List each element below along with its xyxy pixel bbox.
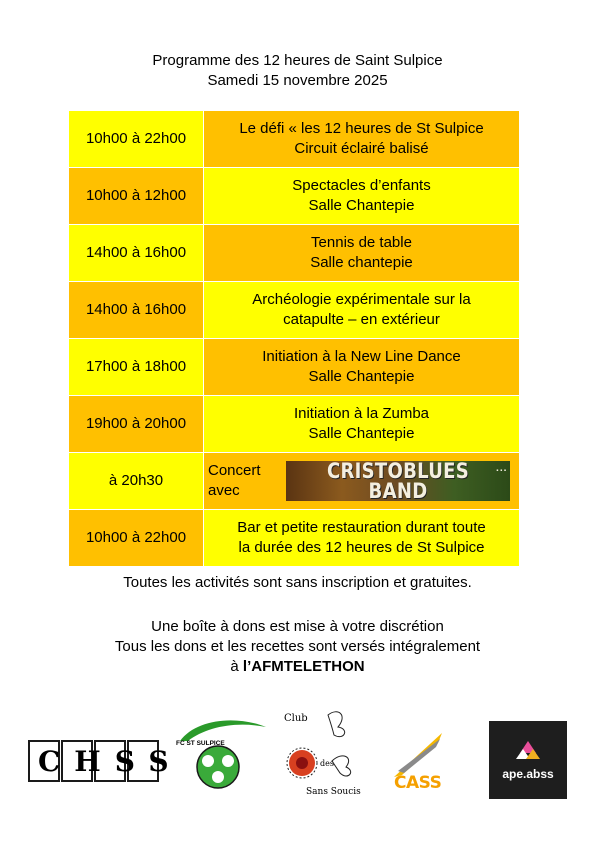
club-line1: Club xyxy=(284,713,308,724)
activity-cell xyxy=(204,453,520,510)
activity-cell xyxy=(204,225,520,282)
concert-label: Concert xyxy=(208,462,261,479)
time-cell: 14h00 à 16h00 xyxy=(69,225,204,282)
time-cell: à 20h30 xyxy=(69,453,204,510)
activity-cell xyxy=(204,111,520,168)
activity-title: Archéologie expérimentale sur la xyxy=(252,291,471,308)
table-row xyxy=(69,168,520,225)
ape-mountain-icon xyxy=(489,721,567,799)
activity-title: Initiation à la Zumba xyxy=(293,405,430,422)
program-table xyxy=(68,110,520,567)
activity-title: Le défi « les 12 heures de St Sulpice xyxy=(239,120,484,137)
soccer-ball-icon xyxy=(176,717,268,789)
band-name: CRISTOBLUES BAND xyxy=(326,461,470,501)
table-row xyxy=(69,111,520,168)
free-notice: Toutes les activités sont sans inscription et gratuites. xyxy=(123,574,472,591)
time-cell: 17h00 à 18h00 xyxy=(69,339,204,396)
time-cell: 10h00 à 12h00 xyxy=(69,168,204,225)
beneficiary-prefix: à xyxy=(230,658,243,675)
time-cell: 10h00 à 22h00 xyxy=(69,111,204,168)
donation-box-notice: Une boîte à dons est mise à votre discrétion xyxy=(151,618,444,635)
page-title: Programme des 12 heures de Saint Sulpice xyxy=(152,52,443,69)
activity-location: Salle Chantepie xyxy=(308,425,415,442)
cass-text: CASS xyxy=(394,773,442,793)
band-tag-decoration: ▪ ▪ ▪ xyxy=(496,468,506,474)
time-cell: 14h00 à 16h00 xyxy=(69,282,204,339)
chss-text: CHSS xyxy=(38,744,183,778)
activity-location: catapulte – en extérieur xyxy=(283,311,440,328)
ape-abss-logo xyxy=(489,721,567,799)
concert-cell xyxy=(208,453,515,509)
table-row xyxy=(69,339,520,396)
table-row xyxy=(69,510,520,567)
activity-cell xyxy=(204,339,520,396)
activity-cell xyxy=(204,168,520,225)
beneficiary-line xyxy=(0,657,595,677)
activity-cell xyxy=(204,396,520,453)
time-cell: 19h00 à 20h00 xyxy=(69,396,204,453)
activity-cell xyxy=(204,282,520,339)
club-line2: des xyxy=(320,759,334,768)
fc-logo xyxy=(176,717,268,789)
page-header xyxy=(0,51,595,91)
table-row xyxy=(69,225,520,282)
concert-text xyxy=(208,461,286,501)
club-line3: Sans Soucis xyxy=(306,787,361,797)
fc-name: FC ST SULPICE xyxy=(176,740,225,747)
activity-title: Initiation à la New Line Dance xyxy=(262,348,461,365)
band-banner-image xyxy=(286,461,510,501)
activity-title: Tennis de table xyxy=(311,234,412,251)
activity-cell xyxy=(204,510,520,567)
club-sans-soucis-logo xyxy=(280,707,364,801)
activity-title: Spectacles d’enfants xyxy=(292,177,431,194)
activity-title: Bar et petite restauration durant toute xyxy=(237,519,486,536)
time-cell: 10h00 à 22h00 xyxy=(69,510,204,567)
activity-location: la durée des 12 heures de St Sulpice xyxy=(238,539,485,556)
concert-with: avec xyxy=(208,482,240,499)
page-date: Samedi 15 novembre 2025 xyxy=(207,72,388,89)
sponsor-logos xyxy=(0,705,595,805)
activity-location: Salle chantepie xyxy=(310,254,413,271)
activity-location: Salle Chantepie xyxy=(308,197,415,214)
beneficiary-name: l’AFMTELETHON xyxy=(242,658,365,675)
ape-text: ape.abss xyxy=(502,767,554,781)
activity-location: Salle Chantepie xyxy=(308,368,415,385)
cass-logo xyxy=(392,731,444,795)
table-row xyxy=(69,396,520,453)
table-row xyxy=(69,282,520,339)
table-row xyxy=(69,453,520,510)
activity-location: Circuit éclairé balisé xyxy=(294,140,429,157)
donation-info-notice: Tous les dons et les recettes sont versés intégralement xyxy=(114,638,481,655)
chss-logo xyxy=(28,739,183,783)
